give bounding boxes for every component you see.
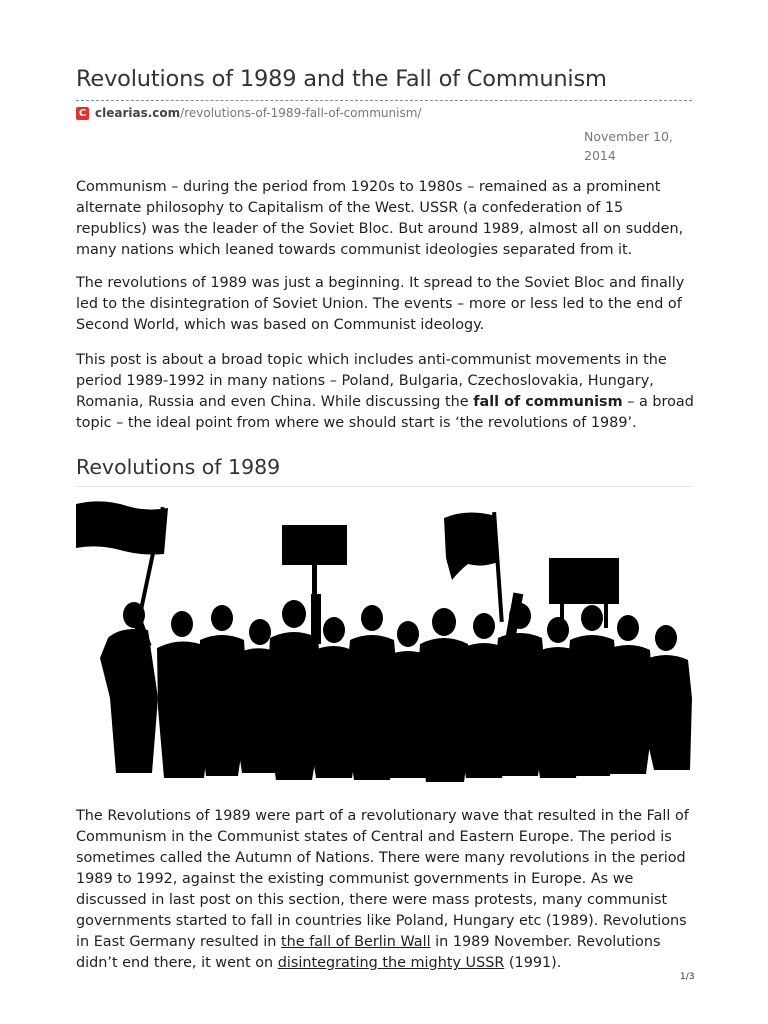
flag-pole-right	[492, 512, 504, 622]
person-head	[282, 600, 306, 628]
person-head	[655, 625, 677, 651]
post-date-line1: November 10,	[584, 129, 673, 144]
section-heading: Revolutions of 1989	[76, 455, 281, 479]
person-head	[581, 605, 603, 631]
person-head	[509, 603, 531, 629]
person-head	[211, 605, 233, 631]
ussr-link[interactable]: disintegrating the mighty USSR	[277, 955, 505, 971]
scope-bold-term: fall of communism	[473, 394, 623, 410]
scope-text-2: – a broad topic – the ideal point from where we should start is ‘the revolutions of 1989’.	[76, 394, 694, 431]
person-head	[171, 611, 193, 637]
paragraph-intro: Communism – during the period from 1920s to 1980s – remained as a prominent alternate philosophy to Capitalism of the West. USSR (a confederation of 15 republics) was the leader of the Soviet Bloc. But around 1989, almost all on sudden, many nations which leaned towards communist ideologies separated from it.	[76, 179, 684, 258]
source-path[interactable]: /revolutions-of-1989-fall-of-communism/	[180, 106, 422, 120]
title-divider	[76, 100, 692, 101]
post-date	[584, 127, 694, 165]
flag-right	[444, 512, 498, 580]
placard-right	[549, 558, 619, 604]
person-body	[100, 629, 158, 773]
person-head	[432, 608, 456, 636]
scope-text-1: This post is about a broad topic which includes anti-communist movements in the period 1989-1992 in many nations – Poland, Bulgaria, Czechoslovakia, Hungary, Romania, Russia and even China. While discussing the	[76, 352, 667, 410]
paragraph-scope	[76, 350, 694, 434]
paragraph-beginning: The revolutions of 1989 was just a beginning. It spread to the Soviet Bloc and finally led to the disintegration of Soviet Union. The events – more or less led to the end of Second World, which was based on Communist ideology.	[76, 275, 685, 333]
person-head	[249, 619, 271, 645]
source-domain[interactable]: clearias.com	[95, 106, 181, 120]
section-divider	[76, 486, 692, 487]
berlin-wall-link[interactable]: the fall of Berlin Wall	[281, 934, 431, 950]
post-date-line2: 2014	[584, 148, 616, 163]
protest-crowd-illustration	[72, 498, 702, 788]
revolutions-text-2: in 1989 November. Revolutions didn’t end there, it went on	[76, 934, 661, 971]
revolutions-text-3: (1991).	[504, 955, 562, 971]
person-head	[473, 613, 495, 639]
page-number: 1/3	[680, 972, 695, 982]
person-head	[547, 617, 569, 643]
source-line[interactable]	[76, 106, 421, 120]
paragraph-revolutions	[76, 806, 694, 974]
clearias-logo-icon: C	[76, 107, 89, 120]
person-head	[361, 605, 383, 631]
page-title: Revolutions of 1989 and the Fall of Communism	[76, 66, 607, 92]
placard-pole-right-b	[604, 598, 608, 628]
person-head	[397, 621, 419, 647]
revolutions-text-1: The Revolutions of 1989 were part of a revolutionary wave that resulted in the Fall of Communism in the Communist states of Central and Eastern Europe. The period is sometimes called the Autumn of Nations. There were many revolutions in the period 1989 to 1992, against the existing communist governments in Europe. As we discussed in last post on this section, there were mass protests, many communist governments started to fall in countries like Poland, Hungary etc (1989). Revolutions in East Germany resulted in	[76, 808, 689, 950]
person-head	[617, 615, 639, 641]
person-head	[123, 602, 145, 628]
person-head	[323, 617, 345, 643]
